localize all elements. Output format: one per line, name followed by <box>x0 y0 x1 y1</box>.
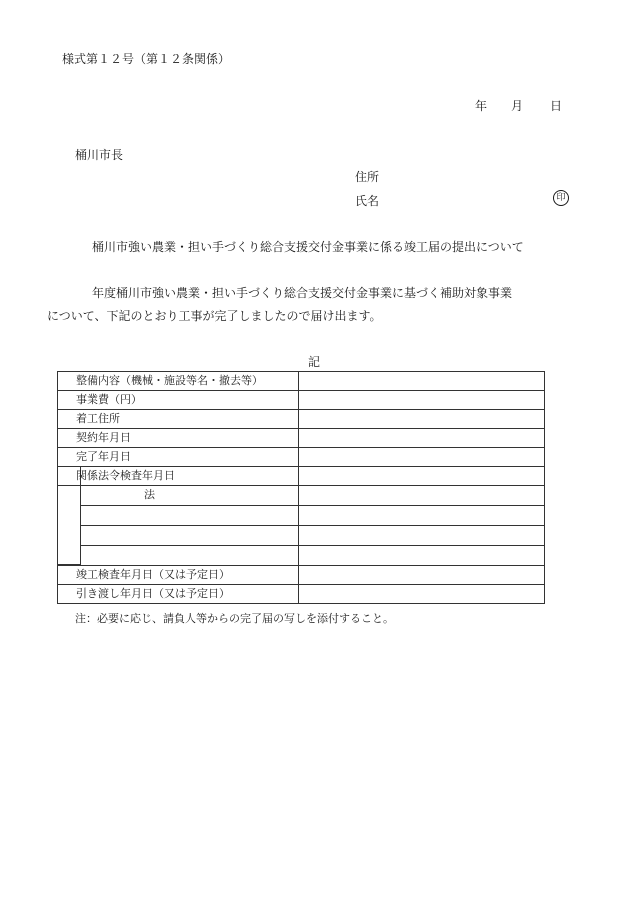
document-title: 桶川市強い農業・担い手づくり総合支援交付金事業に係る竣工届の提出について <box>92 240 524 254</box>
law-sub-row-value <box>298 485 545 506</box>
table-row-label: 引き渡し年月日（又は予定日） <box>57 584 299 604</box>
table-row-value <box>298 584 545 604</box>
date-year: 年 <box>475 99 488 113</box>
ki-heading: 記 <box>308 355 321 369</box>
date-month: 月 <box>511 99 524 113</box>
law-sub-row-value <box>298 545 545 566</box>
addressee: 桶川市長 <box>75 148 124 162</box>
law-sub-row-value <box>298 525 545 546</box>
table-row-value <box>298 565 545 585</box>
name-label: 氏名 <box>355 194 380 208</box>
table-row-label: 竣工検査年月日（又は予定日） <box>57 565 299 585</box>
law-sub-row-label <box>80 525 299 546</box>
table-row-label: 完了年月日 <box>57 447 299 467</box>
table-row-value <box>298 371 545 391</box>
footnote: 注：必要に応じ、請負人等からの完了届の写しを添付すること。 <box>75 612 394 625</box>
date-day: 日 <box>550 99 563 113</box>
law-sub-row-label <box>80 505 299 526</box>
table-row-label: 整備内容（機械・施設等名・撤去等） <box>57 371 299 391</box>
law-sub-row-value <box>298 505 545 526</box>
law-sub-row-label <box>80 545 299 566</box>
seal-icon: 印 <box>553 190 569 206</box>
date-line <box>475 97 562 114</box>
table-row-label: 着工住所 <box>57 409 299 429</box>
table-row-value <box>298 466 545 486</box>
address-label: 住所 <box>355 170 380 184</box>
table-row-value <box>298 409 545 429</box>
form-number: 様式第１２号（第１２条関係） <box>62 52 231 66</box>
table-row-value <box>298 390 545 410</box>
body-text-line2: について、下記のとおり工事が完了しましたので届け出ます。 <box>47 309 382 323</box>
table-row-value <box>298 428 545 448</box>
body-text-line1: 年度桶川市強い農業・担い手づくり総合支援交付金事業に基づく補助対象事業 <box>92 286 513 300</box>
detail-table <box>57 371 545 604</box>
table-row-value <box>298 447 545 467</box>
law-sub-row-label: 法 <box>80 485 299 506</box>
table-row-label: 契約年月日 <box>57 428 299 448</box>
table-row-label: 関係法令検査年月日 <box>57 466 299 486</box>
table-row-label: 事業費（円） <box>57 390 299 410</box>
